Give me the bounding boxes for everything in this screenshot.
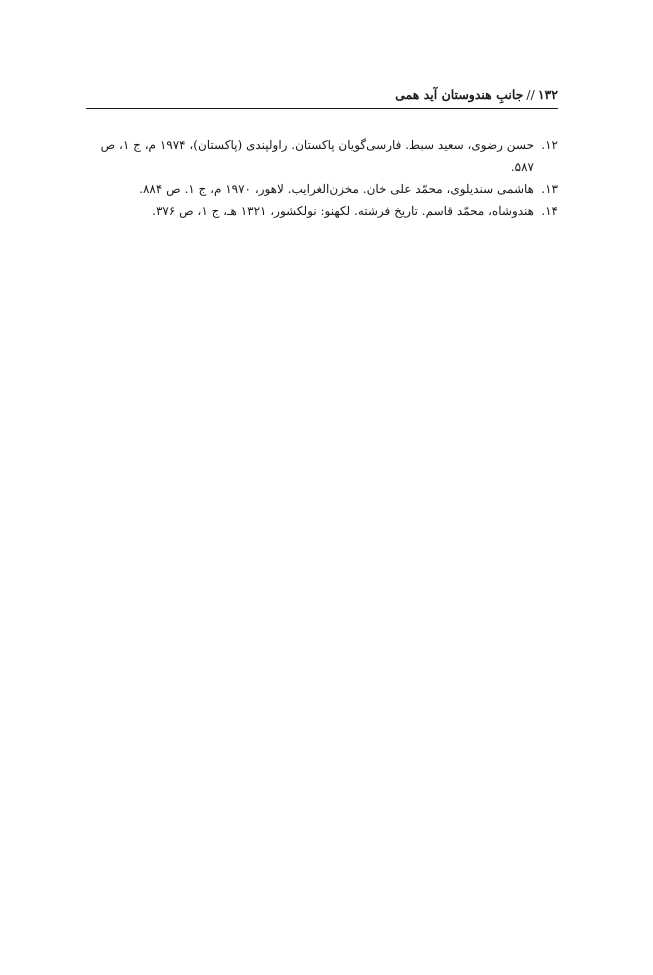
footnote-number: ۱۴.: [541, 204, 558, 218]
book-title: جانبِ هندوستان آید همی: [395, 87, 524, 102]
footnote-text: حسن رضوی، سعید سبط. فارسی‌گویان پاکستان. راولپندی (پاکستان)، ۱۹۷۴ م، ج ۱، ص ۵۸۷.: [100, 138, 534, 174]
footnote-list: [80, 134, 558, 222]
footnote-12: [80, 134, 558, 178]
header-rule: [86, 108, 558, 109]
footnote-number: ۱۲.: [541, 138, 558, 152]
header-separator: //: [526, 87, 535, 102]
running-head: [86, 86, 558, 104]
footnote-text: هاشمی سندیلوی، محمّد علی خان. مخزن‌الغرایب. لاهور، ۱۹۷۰ م، ج ۱. ص ۸۸۴.: [139, 182, 534, 196]
footnote-text: هندوشاه، محمّد قاسم. تاریخ فرشته. لکهنو: نولکشور، ۱۳۲۱ هـ، ج ۱، ص ۳۷۶.: [152, 204, 534, 218]
footnote-14: [80, 200, 558, 222]
footnote-number: ۱۳.: [541, 182, 558, 196]
page-number: ۱۳۲: [537, 87, 558, 102]
footnote-13: [80, 178, 558, 200]
